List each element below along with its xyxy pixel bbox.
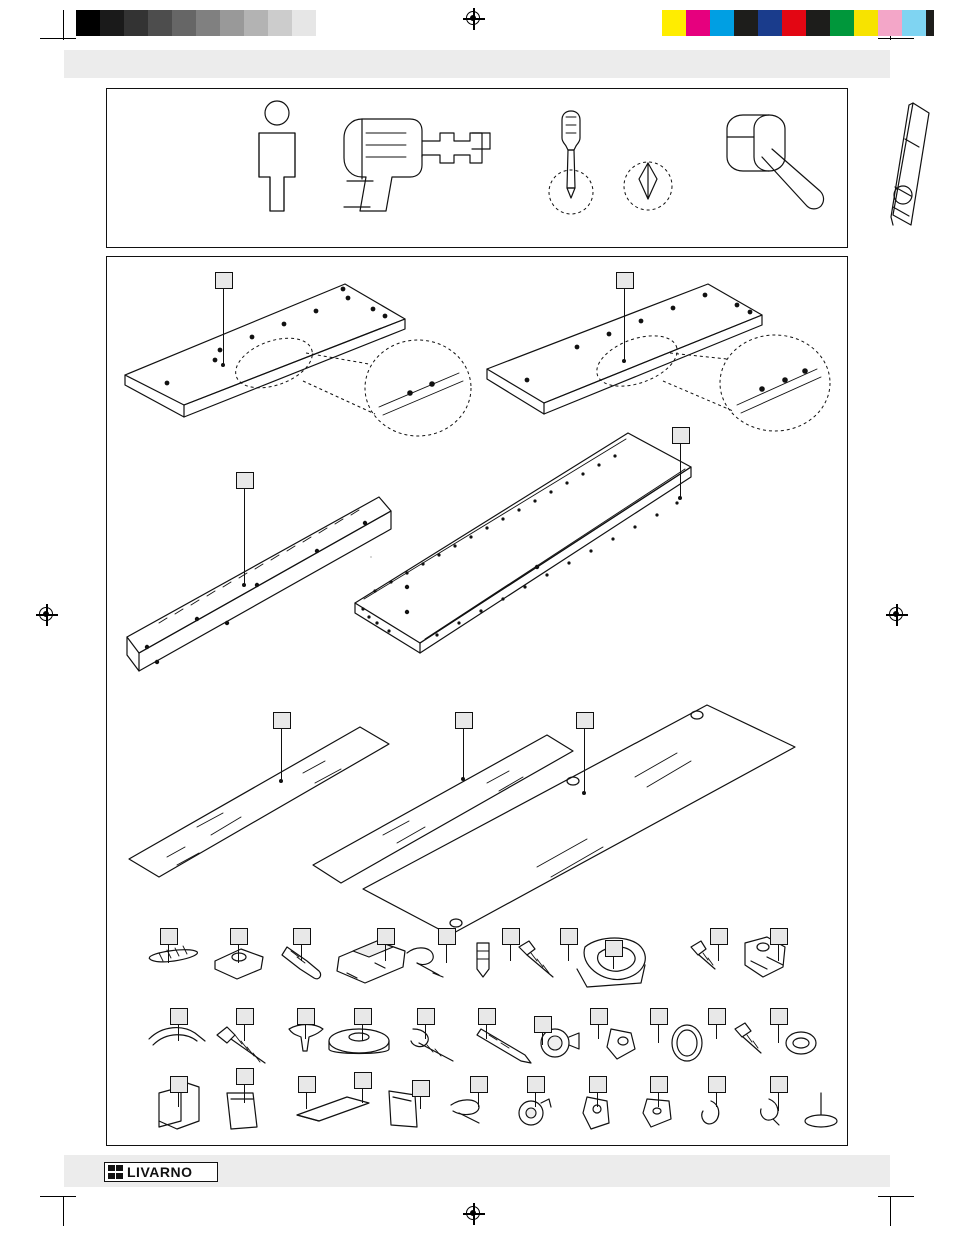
swatch	[662, 10, 686, 36]
crop-mark	[878, 1196, 914, 1197]
hardware-label-30	[650, 1076, 668, 1093]
swatch	[806, 10, 830, 36]
hardware-label-15	[417, 1008, 435, 1025]
hardware-label-8	[605, 940, 623, 957]
greyscale-bar	[76, 10, 340, 36]
swatch	[244, 10, 268, 36]
swatch	[710, 10, 734, 36]
leader-line	[535, 1093, 536, 1107]
hardware-label-11	[170, 1008, 188, 1025]
swatch	[878, 10, 902, 36]
leader-line	[281, 729, 282, 781]
registration-mark-bottom	[463, 1203, 485, 1225]
tools-panel	[106, 88, 848, 248]
person-icon	[259, 101, 295, 211]
color-bar	[662, 10, 934, 36]
leader-line	[598, 1025, 599, 1039]
leader-line	[362, 1089, 363, 1103]
swatch	[902, 10, 926, 36]
hardware-label-17	[534, 1016, 552, 1033]
leader-line	[238, 945, 239, 963]
leader-line	[542, 1033, 543, 1045]
hardware-label-16	[478, 1008, 496, 1025]
leader-line	[597, 1093, 598, 1107]
swatch	[830, 10, 854, 36]
swatch	[782, 10, 806, 36]
hardware-label-22	[170, 1076, 188, 1093]
hardware-label-18	[590, 1008, 608, 1025]
registration-mark-left	[36, 604, 58, 626]
hardware-row-3	[159, 1081, 837, 1129]
wood-screw-icon	[519, 941, 553, 977]
keyhole-plate-icon	[607, 1029, 635, 1059]
swatch	[148, 10, 172, 36]
hardware-label-13	[297, 1008, 315, 1025]
round-foot-icon	[329, 1029, 389, 1054]
hardware-label-21	[770, 1008, 788, 1025]
swatch	[734, 10, 758, 36]
leader-line	[425, 1025, 426, 1039]
hardware-label-9	[710, 928, 728, 945]
hardware-label-31	[708, 1076, 726, 1093]
cam-lock-icon	[541, 1029, 579, 1057]
swatch	[268, 10, 292, 36]
brand-logo	[104, 1162, 218, 1182]
hook-screw-icon	[411, 1029, 453, 1061]
leader-line	[362, 1025, 363, 1041]
leader-line	[306, 1093, 307, 1109]
drill-icon	[344, 119, 490, 211]
leader-dot	[622, 359, 626, 363]
washer-ring-icon	[786, 1032, 816, 1054]
connector-block-icon	[337, 941, 405, 983]
leader-line	[244, 1025, 245, 1041]
hardware-label-19	[650, 1008, 668, 1025]
screw-icon	[735, 1023, 761, 1053]
allen-key-icon	[149, 1028, 205, 1045]
part-label-g	[576, 712, 594, 729]
leader-line	[244, 489, 245, 585]
leader-line	[168, 945, 169, 963]
swatch	[124, 10, 148, 36]
leader-line	[486, 1025, 487, 1039]
leader-line	[680, 444, 681, 498]
dowel-icon	[149, 946, 199, 964]
cam-disc-icon	[643, 1099, 671, 1127]
leader-line	[301, 945, 302, 961]
leader-line	[613, 957, 614, 969]
hardware-label-5	[438, 928, 456, 945]
hardware-label-32	[770, 1076, 788, 1093]
hardware-label-12	[236, 1008, 254, 1025]
crop-mark	[890, 1196, 891, 1226]
leader-line	[244, 1085, 245, 1103]
leader-line	[778, 1093, 779, 1111]
leader-line	[584, 729, 585, 793]
level-icon	[891, 103, 929, 225]
leader-dot	[582, 791, 586, 795]
brand-name: LIVARNO	[127, 1164, 193, 1180]
hardware-label-28	[527, 1076, 545, 1093]
hardware-label-10	[770, 928, 788, 945]
swatch	[686, 10, 710, 36]
crop-mark	[40, 38, 76, 39]
leader-line	[463, 729, 464, 779]
leader-line	[420, 1097, 421, 1109]
hardware-label-3	[293, 928, 311, 945]
pin-icon	[761, 1099, 779, 1125]
leader-line	[716, 1025, 717, 1039]
leader-line	[223, 289, 224, 365]
crop-mark	[63, 1196, 64, 1226]
leader-line	[446, 945, 447, 963]
logo-mark-icon	[108, 1165, 123, 1179]
swatch	[292, 10, 316, 36]
plate-bracket-icon	[227, 1093, 257, 1129]
header-band	[64, 50, 890, 78]
spacer-disc-icon	[805, 1093, 837, 1127]
leader-line	[478, 1093, 479, 1107]
hardware-label-2	[230, 928, 248, 945]
part-label-f	[455, 712, 473, 729]
leader-line	[178, 1093, 179, 1107]
leader-dot	[242, 583, 246, 587]
plastic-sleeve-icon	[477, 943, 489, 977]
hardware-label-27	[470, 1076, 488, 1093]
registration-mark-right	[886, 604, 908, 626]
leader-line	[568, 945, 569, 961]
part-label-a	[215, 272, 233, 289]
leader-dot	[221, 363, 225, 367]
leader-line	[716, 1093, 717, 1107]
leader-line	[385, 945, 386, 961]
swatch	[854, 10, 878, 36]
short-screw-icon	[691, 941, 715, 969]
leader-line	[624, 289, 625, 361]
hardware-label-6	[502, 928, 520, 945]
leader-dot	[461, 777, 465, 781]
part-top-panel-right	[487, 284, 830, 431]
hardware-label-20	[708, 1008, 726, 1025]
swatch	[220, 10, 244, 36]
crop-mark	[63, 10, 64, 40]
hardware-label-29	[589, 1076, 607, 1093]
crop-mark	[40, 1196, 76, 1197]
leader-dot	[678, 496, 682, 500]
swatch	[76, 10, 100, 36]
hardware-label-24	[298, 1076, 316, 1093]
hardware-label-14	[354, 1008, 372, 1025]
clip-icon	[451, 1100, 479, 1123]
leader-line	[178, 1025, 179, 1041]
part-label-d	[672, 427, 690, 444]
part-label-e	[273, 712, 291, 729]
hardware-label-4	[377, 928, 395, 945]
swatch	[758, 10, 782, 36]
parts-panel	[106, 256, 848, 1146]
latch-icon	[583, 1097, 609, 1129]
leader-dot	[279, 779, 283, 783]
part-top-panel-left	[125, 284, 471, 436]
leader-line	[718, 945, 719, 961]
cam-bolt-icon	[407, 948, 443, 977]
hardware-label-25	[354, 1072, 372, 1089]
part-label-b	[616, 272, 634, 289]
hardware-label-23	[236, 1068, 254, 1085]
leader-line	[510, 945, 511, 961]
leader-line	[778, 945, 779, 961]
part-back-panel-large	[355, 433, 691, 653]
swatch	[172, 10, 196, 36]
hardware-label-26	[412, 1080, 430, 1097]
leader-line	[305, 1025, 306, 1039]
hardware-label-1	[160, 928, 178, 945]
swatch	[926, 10, 934, 36]
leader-line	[658, 1025, 659, 1043]
part-rail-long	[127, 497, 391, 671]
crop-mark	[878, 38, 914, 39]
leader-line	[778, 1025, 779, 1043]
flat-strip-icon	[297, 1097, 369, 1121]
swatch	[100, 10, 124, 36]
swatch	[316, 10, 340, 36]
hardware-label-7	[560, 928, 578, 945]
leader-line	[658, 1093, 659, 1107]
mallet-icon	[727, 115, 824, 209]
bolt-icon	[217, 1027, 265, 1063]
part-label-c	[236, 472, 254, 489]
o-ring-icon	[672, 1025, 702, 1061]
swatch	[196, 10, 220, 36]
screwdriver-icon	[549, 111, 672, 214]
registration-mark-top	[463, 8, 485, 30]
